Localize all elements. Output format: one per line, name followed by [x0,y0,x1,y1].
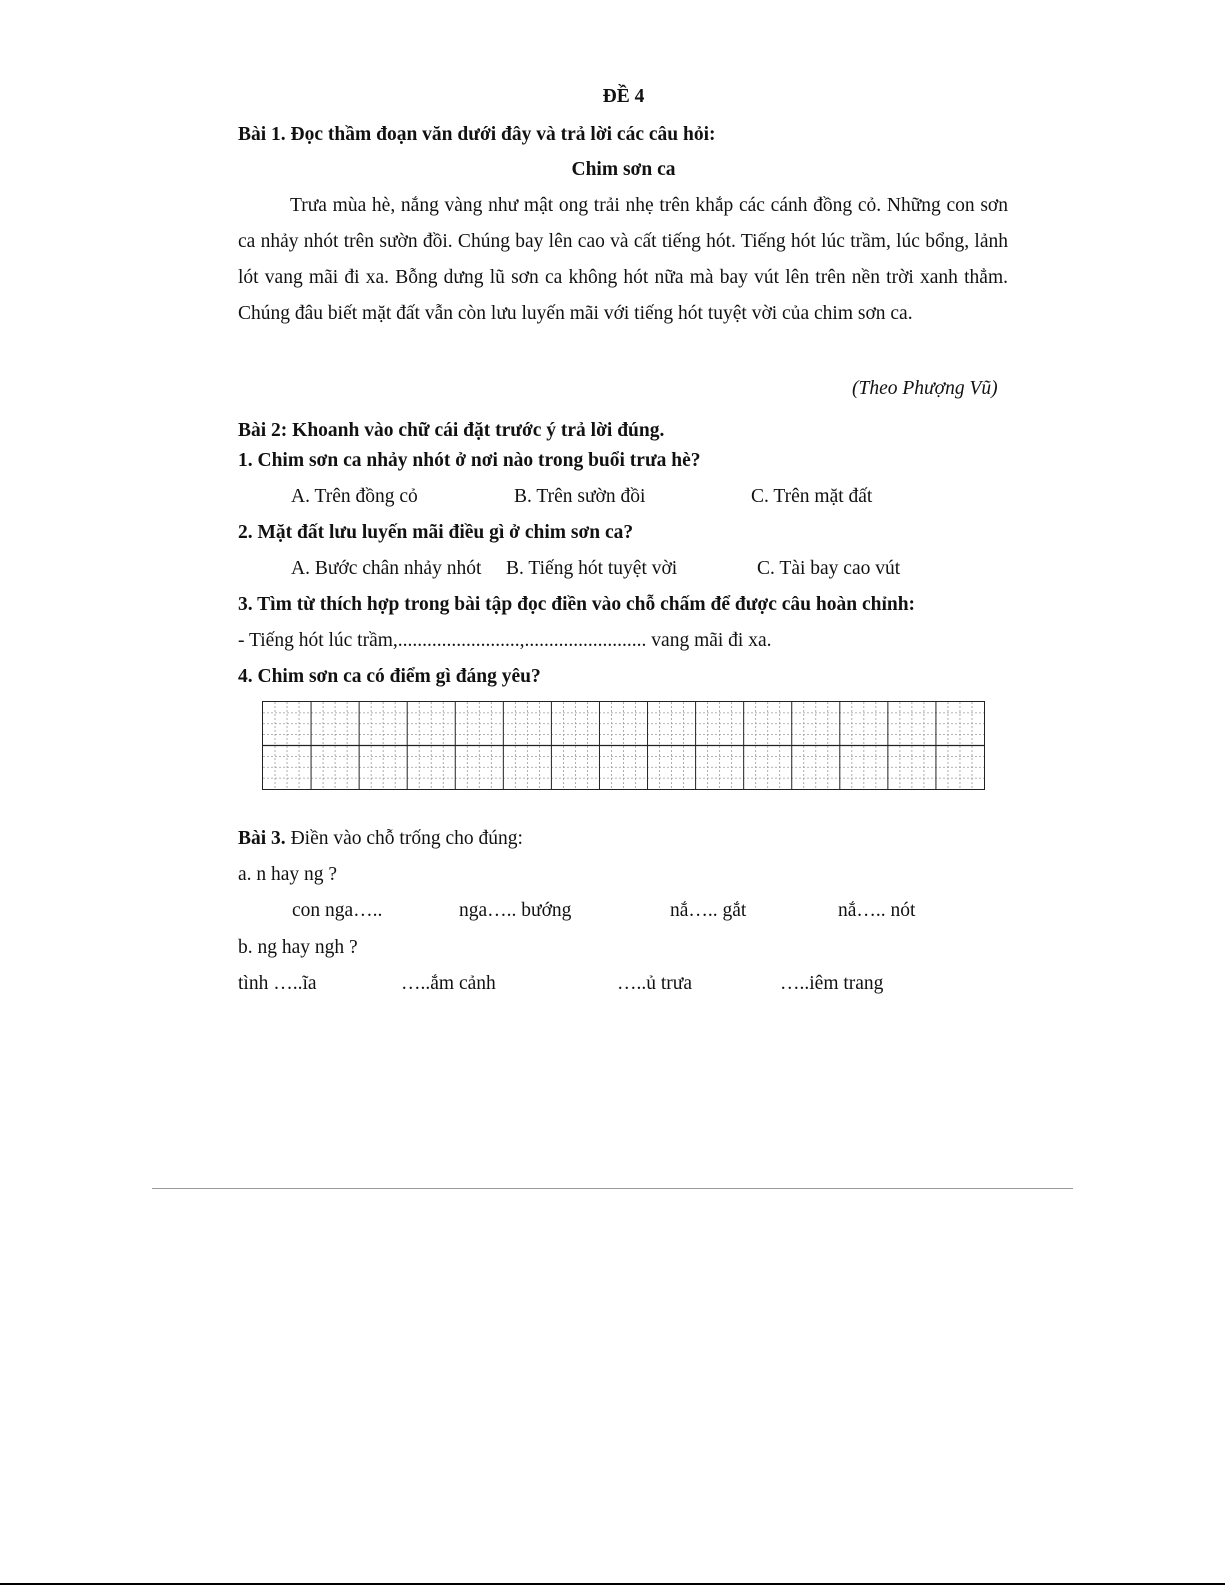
q1-option-c[interactable]: C. Trên mặt đất [751,486,873,507]
q1-question: 1. Chim sơn ca nhảy nhót ở nơi nào trong buổi trưa hè? [238,450,701,471]
bai3-a-item-1[interactable]: con nga….. [292,900,383,921]
bai3-heading-bold: Bài 3. [238,828,286,849]
handwriting-grid-lines [263,702,984,789]
q2-question: 2. Mặt đất lưu luyến mãi điều gì ở chim sơn ca? [238,522,634,543]
bai3-a-item-4[interactable]: nắ….. nót [838,900,916,921]
q3-fill-line[interactable]: - Tiếng hót lúc trầm,.........................,......................... vang mãi đi xa. [238,630,772,651]
bai3-b-label: b. ng hay ngh ? [238,937,358,958]
q2-option-a[interactable]: A. Bước chân nhảy nhót [291,558,482,579]
q1-option-b[interactable]: B. Trên sườn đồi [514,486,646,507]
q3-question: 3. Tìm từ thích hợp trong bài tập đọc điền vào chỗ chấm để được câu hoàn chỉnh: [238,594,916,615]
q1-option-a[interactable]: A. Trên đồng cỏ [291,486,418,507]
story-title: Chim sơn ca [571,159,676,180]
bai3-a-item-3[interactable]: nắ….. gắt [670,900,747,921]
bai3-heading [238,827,523,851]
bai3-b-item-3[interactable]: …..ủ trưa [617,973,693,994]
bai1-heading: Bài 1. Đọc thầm đoạn văn dưới đây và trả lời các câu hỏi: [238,124,716,145]
exam-title: ĐỀ 4 [602,86,645,107]
q2-option-c[interactable]: C. Tài bay cao vút [757,558,901,579]
bai2-heading: Bài 2: Khoanh vào chữ cái đặt trước ý trả lời đúng. [238,420,665,441]
q2-option-b[interactable]: B. Tiếng hót tuyệt vời [506,558,678,579]
bai3-a-label: a. n hay ng ? [238,864,338,885]
bai3-heading-rest: Điền vào chỗ trống cho đúng: [285,828,523,849]
page-divider [152,1188,1073,1189]
bai3-b-item-4[interactable]: …..iêm trang [780,973,884,994]
story-source: (Theo Phượng Vũ) [852,378,998,399]
bai3-a-item-2[interactable]: nga….. bướng [459,900,572,921]
q4-question: 4. Chim sơn ca có điểm gì đáng yêu? [238,666,541,687]
bai3-b-item-2[interactable]: …..ắm cảnh [401,973,496,994]
story-paragraph: Trưa mùa hè, nắng vàng như mật ong trải nhẹ trên khắp các cánh đồng cỏ. Những con sơn ca nhảy nhót trên sườn đồi. Chúng bay lên cao và cất tiếng hót. Tiếng hót lúc trầm, lúc bổng, lảnh lót vang mãi đi xa. Bỗng dưng lũ sơn ca không hót nữa mà bay vút lên trên nền trời xanh thẳm. Chúng đâu biết mặt đất vẫn còn lưu luyến mãi với tiếng hót tuyệt vời của chim sơn ca. [238,195,1008,324]
handwriting-grid[interactable] [262,701,985,790]
bai3-b-item-1[interactable]: tình …..ĩa [238,973,317,994]
